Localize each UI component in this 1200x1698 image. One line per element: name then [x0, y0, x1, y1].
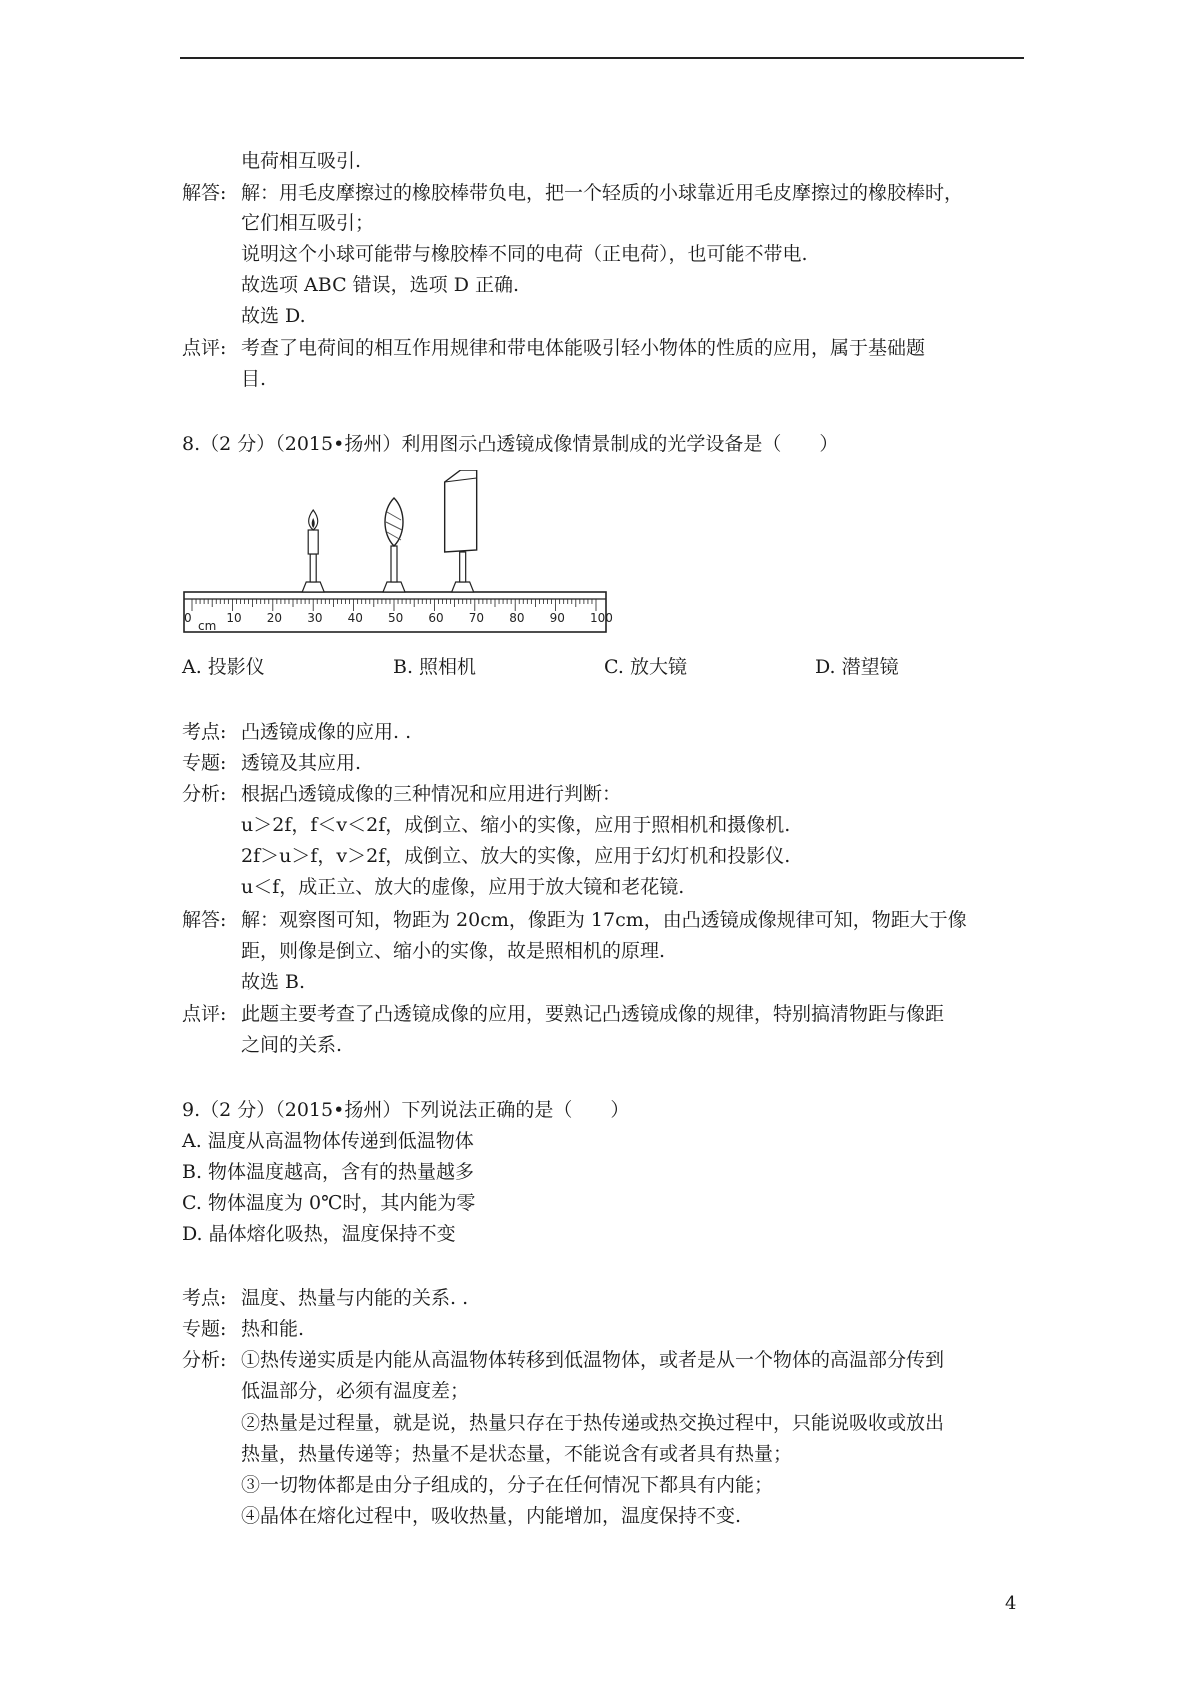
q8-answer-label: 解答:: [182, 909, 227, 931]
q9-point-label: 考点:: [182, 1287, 227, 1309]
q8-comment-label: 点评:: [182, 1003, 227, 1025]
convex-lens-holder: [383, 498, 405, 592]
q7-answer-line: 故选 D.: [241, 305, 306, 327]
q9-analysis-line: ①热传递实质是内能从高温物体转移到低温物体，或者是从一个物体的高温部分传到: [241, 1349, 945, 1371]
q7-answer-line: 解：用毛皮摩擦过的橡胶棒带负电，把一个轻质的小球靠近用毛皮摩擦过的橡胶棒时，: [241, 182, 964, 204]
candle-body: [308, 530, 318, 554]
light-screen: [445, 470, 477, 552]
light-screen-holder: [445, 470, 477, 592]
q8-answer-line: 距，则像是倒立、缩小的实像，故是照相机的原理.: [241, 940, 666, 962]
q9-stem: 9.（2 分）（2015•扬州）下列说法正确的是（ ）: [182, 1099, 630, 1121]
ruler-tick-label: 40: [347, 611, 363, 625]
ruler-tick-label: 0: [184, 611, 192, 625]
q8-point-label: 考点:: [182, 721, 227, 743]
q9-analysis-label: 分析:: [182, 1349, 227, 1371]
q8-topic-label: 专题:: [182, 752, 227, 774]
q8-analysis-line: u＞2f，f＜v＜2f，成倒立、缩小的实像，应用于照相机和摄像机.: [241, 814, 791, 836]
q8-option-a: A. 投影仪: [182, 656, 265, 678]
q9-analysis-line: ②热量是过程量，就是说，热量只存在于热传递或热交换过程中，只能说吸收或放出: [241, 1412, 945, 1434]
q9-point: 温度、热量与内能的关系. .: [241, 1287, 469, 1309]
q8-comment-line: 之间的关系.: [241, 1034, 343, 1056]
q8-comment-line: 此题主要考查了凸透镜成像的应用，要熟记凸透镜成像的规律，特别搞清物距与像距: [241, 1003, 945, 1025]
ruler-tick-label: 60: [428, 611, 444, 625]
optical-bench-figure: [180, 470, 620, 640]
q8-point: 凸透镜成像的应用. .: [241, 721, 412, 743]
q9-topic-label: 专题:: [182, 1318, 227, 1340]
q9-analysis-line: 热量，热量传递等；热量不是状态量，不能说含有或者具有热量；: [241, 1443, 793, 1465]
page-number: 4: [1005, 1593, 1017, 1614]
q8-topic: 透镜及其应用.: [241, 752, 362, 774]
q8-option-b: B. 照相机: [393, 656, 477, 678]
q7-answer-line: 说明这个小球可能带与橡胶棒不同的电荷（正电荷），也可能不带电.: [241, 243, 808, 265]
q8-analysis-line: 根据凸透镜成像的三种情况和应用进行判断：: [241, 783, 622, 805]
q8-analysis-line: 2f＞u＞f，v＞2f，成倒立、放大的实像，应用于幻灯机和投影仪.: [241, 845, 791, 867]
ruler-tick-label: 70: [468, 611, 485, 625]
q8-stem: 8.（2 分）（2015•扬州）利用图示凸透镜成像情景制成的光学设备是（ ）: [182, 433, 839, 455]
q7-answer-line: 它们相互吸引；: [241, 212, 375, 234]
ruler-unit-label: cm: [198, 619, 217, 633]
q9-analysis-line: ④晶体在熔化过程中，吸收热量，内能增加，温度保持不变.: [241, 1505, 742, 1527]
q8-option-d: D. 潜望镜: [815, 656, 899, 678]
q9-option-b: B. 物体温度越高，含有的热量越多: [182, 1161, 475, 1183]
ruler-tick-label: 30: [307, 611, 323, 625]
ruler-tick-label: 10: [226, 611, 242, 625]
ruler-tick-label: 20: [266, 611, 283, 625]
convex-lens-icon: [385, 498, 403, 546]
ruler-tick-label: 80: [509, 611, 525, 625]
q8-option-c: C. 放大镜: [604, 656, 687, 678]
q8-analysis-label: 分析:: [182, 783, 227, 805]
q9-analysis-line: 低温部分，必须有温度差；: [241, 1380, 470, 1402]
q8-answer-line: 故选 B.: [241, 971, 306, 993]
q8-analysis-line: u＜f，成正立、放大的虚像，应用于放大镜和老花镜.: [241, 876, 685, 898]
q7-comment-label: 点评:: [182, 337, 227, 359]
ruler-tick-label: 100: [590, 611, 613, 625]
q7-answer-label: 解答:: [182, 182, 227, 204]
q7-comment-line: 考查了电荷间的相互作用规律和带电体能吸引轻小物体的性质的应用，属于基础题: [241, 337, 926, 359]
q7-comment-line: 目.: [241, 368, 267, 390]
ruler-tick-label: 90: [549, 611, 565, 625]
header-rule: [180, 57, 1024, 59]
q8-answer-line: 解：观察图可知，物距为 20cm，像距为 17cm，由凸透镜成像规律可知，物距大于像: [241, 909, 967, 931]
ruler-tick-label: 50: [388, 611, 404, 625]
q9-analysis-line: ③一切物体都是由分子组成的，分子在任何情况下都具有内能；: [241, 1474, 774, 1496]
q9-topic: 热和能.: [241, 1318, 305, 1340]
q7-answer-line: 故选项 ABC 错误，选项 D 正确.: [241, 274, 520, 296]
q9-option-a: A. 温度从高温物体传递到低温物体: [182, 1130, 474, 1152]
q9-option-d: D. 晶体熔化吸热，温度保持不变: [182, 1223, 456, 1245]
candle-holder: [302, 510, 324, 592]
q9-option-c: C. 物体温度为 0℃时，其内能为零: [182, 1192, 476, 1214]
q7-continued-line: 电荷相互吸引.: [241, 150, 362, 172]
